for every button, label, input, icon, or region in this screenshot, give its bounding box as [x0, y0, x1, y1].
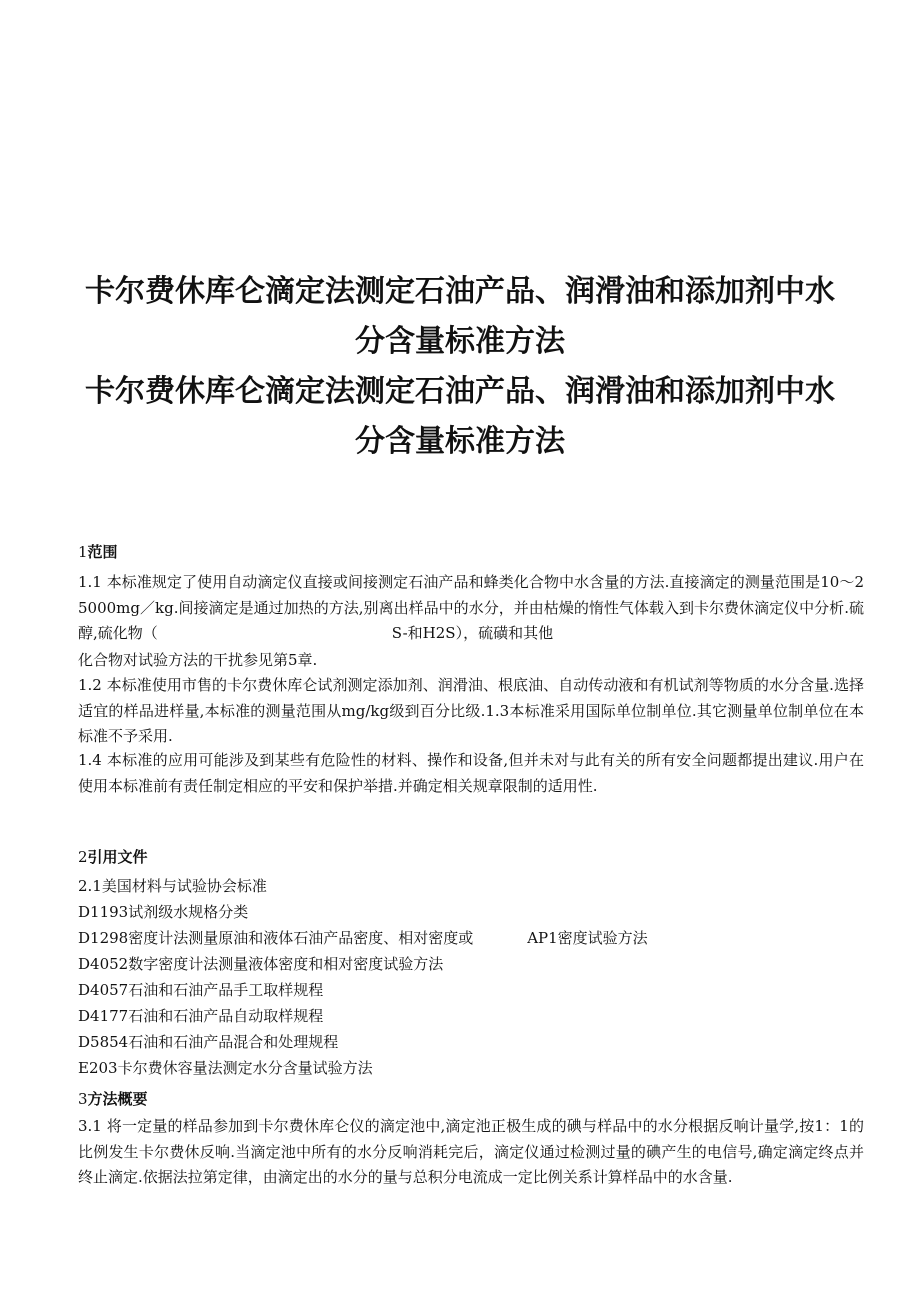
reference-item: D4057石油和石油产品手工取样规程 [78, 981, 324, 999]
document-title-line-3: 卡尔费休库仑滴定法测定石油产品、润滑油和添加剂中水 [85, 374, 835, 409]
reference-item: D4052数字密度计法测量液体密度和相对密度试验方法 [78, 955, 444, 973]
reference-item-suffix: AP1密度试验方法 [527, 929, 648, 947]
paragraph-3-1: 3.1 将一定量的样品参加到卡尔费休库仑仪的滴定池中,滴定池正极生成的碘与样品中的水分根据反响计量学,按1：1的比例发生卡尔费休反响.当滴定池中所有的水分反响消耗完后，滴定仪通过检测过量的碘产生的电信号,确定滴定终点并终止滴定.依据法拉第定律，由滴定出的水分的量与总积分电流成一定比例关系计算样品中的水含量. [78, 1117, 864, 1186]
section-3-heading [78, 1088, 148, 1109]
paragraph-1-1-chem: S-和H2S），硫磺和其他 [391, 624, 554, 642]
reference-item: 2.1美国材料与试验协会标准 [78, 877, 267, 895]
reference-item: E203卡尔费休容量法测定水分含量试验方法 [78, 1059, 373, 1077]
paragraph-1-4: 1.4 本标准的应用可能涉及到某些有危险性的材料、操作和设备,但并未对与此有关的所有安全问题都提出建议.用户在使用本标准前有责任制定相应的平安和保护举措.并确定相关规章限制的适用性. [78, 751, 864, 795]
reference-item [78, 925, 648, 951]
reference-item: D5854石油和石油产品混合和处理规程 [78, 1033, 339, 1051]
paragraph-1-1-text: 1.1 本标准规定了使用自动滴定仪直接或间接测定石油产品和蜂类化合物中水含量的方法.直接滴定的测量范围是10～25000mg／kg.间接滴定是通过加热的方法,别离出样品中的水分，并由枯燥的惰性气体载入到卡尔费休滴定仪中分析.硫醇,硫化物（ [78, 573, 864, 642]
section-1-number: 1 [78, 543, 88, 561]
section-2-number: 2 [78, 848, 88, 866]
section-1-title: 范围 [87, 543, 118, 561]
section-1-heading [78, 541, 118, 562]
section-2-heading [78, 846, 148, 867]
section-3-title: 方法概要 [87, 1090, 148, 1108]
paragraph-1-2: 1.2 本标准使用市售的卡尔费休库仑试剂测定添加剂、润滑油、根底油、自动传动液和有机试剂等物质的水分含量.选择适宜的样品进样量,本标准的测量范围从mg/kg级到百分比级.1.3本标准采用国际单位制单位.其它测量单位制单位在本标准不予采用. [78, 676, 864, 745]
reference-item-text: D1298密度计法测量原油和液体石油产品密度、相对密度或 [78, 929, 474, 947]
paragraph-1-1-cont: 化合物对试验方法的干扰参见第5章. [78, 651, 318, 669]
paragraph-1-1 [78, 570, 864, 647]
document-title-line-1: 卡尔费休库仑滴定法测定石油产品、润滑油和添加剂中水 [85, 274, 835, 309]
section-3-number: 3 [78, 1090, 88, 1108]
document-title-line-2: 分含量标准方法 [355, 324, 565, 359]
reference-item: D1193试剂级水规格分类 [78, 903, 249, 921]
document-title-line-4: 分含量标准方法 [355, 424, 565, 459]
section-2-title: 引用文件 [87, 848, 148, 866]
reference-item: D4177石油和石油产品自动取样规程 [78, 1007, 324, 1025]
